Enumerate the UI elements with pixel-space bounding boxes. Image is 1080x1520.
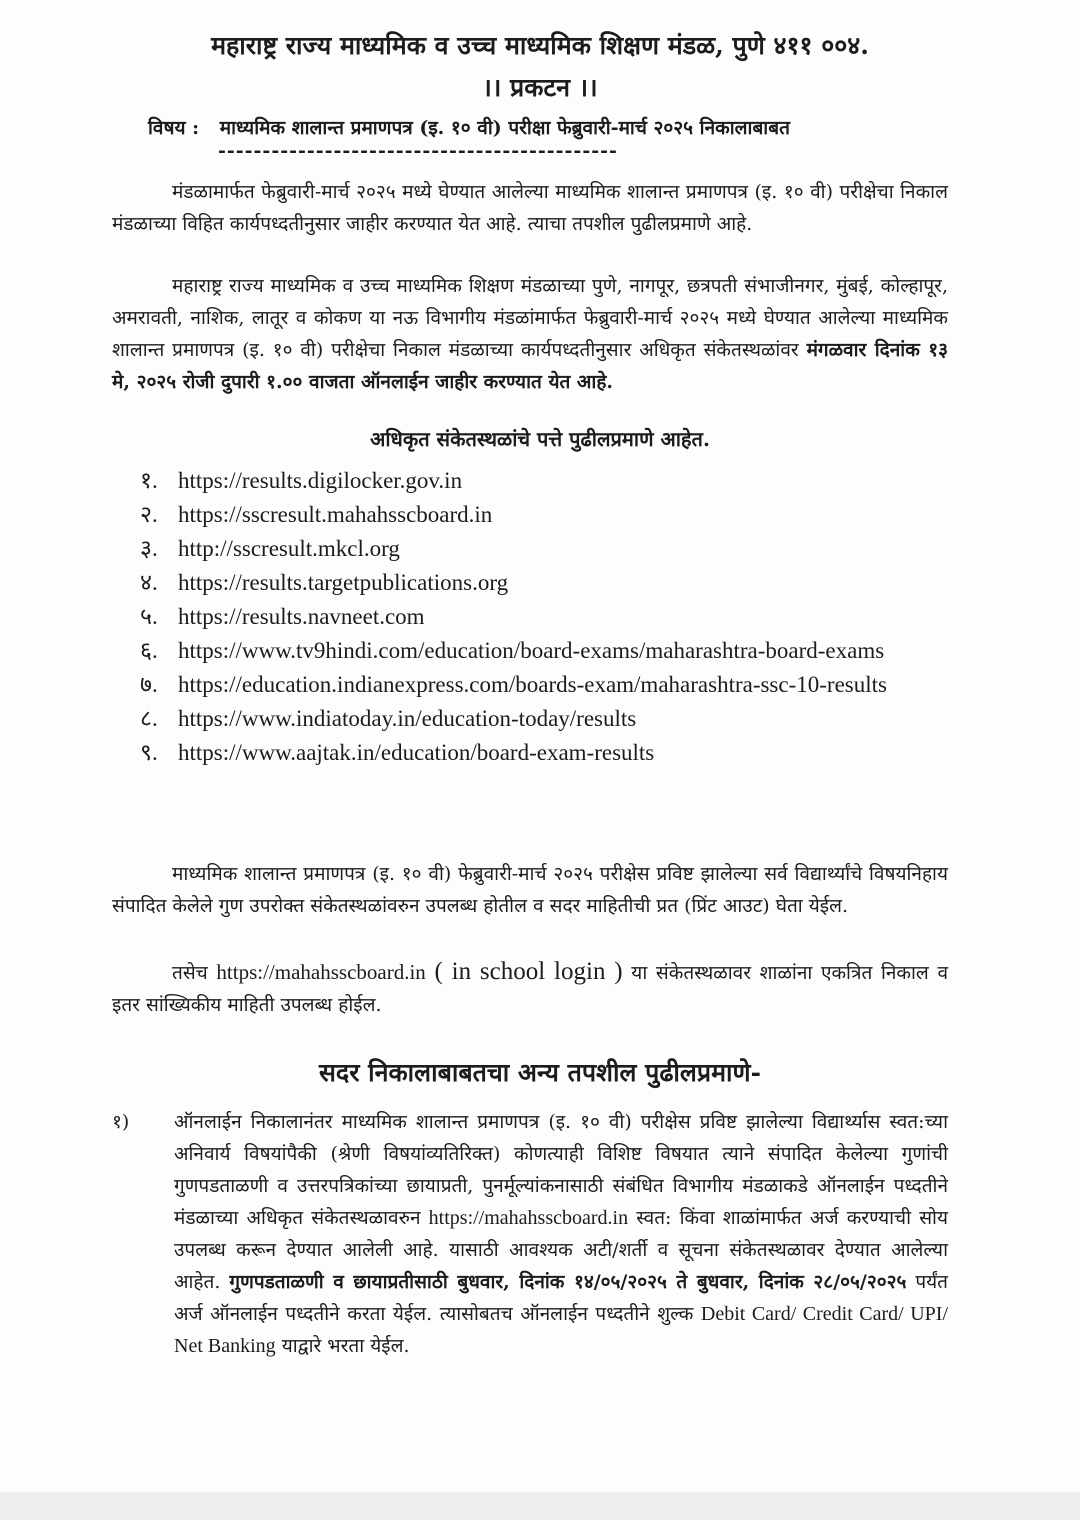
site-url: https://results.digilocker.gov.in	[178, 468, 463, 493]
list-number: ९.	[140, 740, 158, 765]
list-item	[140, 600, 940, 634]
point-text-c: पर्यंत अर्ज ऑनलाईन पध्दतीने करता येईल. त्यासोबतच ऑनलाईन पध्दतीने शुल्क	[174, 1271, 949, 1325]
school-login-url: https://mahahsscboard.in	[216, 960, 426, 984]
subject-label: विषय :	[148, 117, 200, 139]
point-number: १)	[112, 1111, 130, 1133]
paragraph-intro	[112, 176, 948, 240]
school-login-note: ( in school login )	[434, 958, 623, 985]
scan-bottom-edge	[0, 1492, 1080, 1520]
paragraph-intro-text: मंडळामार्फत फेब्रुवारी-मार्च २०२५ मध्ये घेण्यात आलेल्या माध्यमिक शालान्त प्रमाणपत्र (इ. १० वी) परीक्षेचा निकाल मंडळाच्या विहित कार्यपध्दतीनुसार जाहीर करण्यात येत आहे. त्याचा तपशील पुढीलप्रमाणे आहे.	[112, 181, 948, 235]
site-url: https://www.tv9hindi.com/education/board-exams/maharashtra-board-exams	[178, 638, 885, 663]
point-dates-bold: गुणपडताळणी व छायाप्रतीसाठी बुधवार, दिनांक १४/०५/२०२५ ते बुधवार, दिनांक २८/०५/२०२५	[229, 1271, 907, 1293]
point-url: https://mahahsscboard.in	[428, 1207, 629, 1229]
list-item	[140, 566, 940, 600]
site-list	[140, 464, 940, 770]
section-title: सदर निकालाबाबतचा अन्य तपशील पुढीलप्रमाणे-	[319, 1058, 761, 1087]
site-url: https://results.targetpublications.org	[178, 570, 509, 595]
paragraph-school-login	[112, 956, 948, 1021]
school-login-suffix: या संकेतस्थळावर शाळांना एकत्रित निकाल व इतर सांख्यिकीय माहिती उपलब्ध होईल.	[112, 962, 949, 1016]
result-date-bold: मंगळवार दिनांक १३ मे, २०२५ रोजी दुपारी १.०० वाजता ऑनलाईन जाहीर करण्यात येत आहे.	[112, 339, 948, 393]
sites-title: अधिकृत संकेतस्थळांचे पत्ते पुढीलप्रमाणे आहेत.	[370, 427, 710, 451]
list-item	[140, 634, 940, 668]
payment-methods: Debit Card/ Credit Card/ UPI/ Net Banking	[174, 1303, 948, 1357]
school-login-prefix: तसेच	[172, 962, 208, 984]
point-text-d: याद्वारे भरता येईल.	[281, 1335, 410, 1357]
paragraph-divisions-text: महाराष्ट्र राज्य माध्यमिक व उच्च माध्यमिक शिक्षण मंडळाच्या पुणे, नागपूर, छत्रपती संभाजीनगर, मुंबई, कोल्हापूर, अमरावती, नाशिक, लातूर व कोकण या नऊ विभागीय मंडळांमार्फत फेब्रुवारी-मार्च २०२५ मध्ये घेण्यात आलेल्या माध्यमिक शालान्त प्रमाणपत्र (इ. १० वी) परीक्षेचा निकाल मंडळाच्या कार्यपध्दतीनुसार अधिकृत संकेतस्थळांवर	[112, 275, 948, 361]
list-number: ५.	[140, 604, 158, 629]
site-url: https://education.indianexpress.com/boards-exam/maharashtra-ssc-10-results	[178, 672, 887, 697]
list-number: १.	[140, 468, 158, 493]
point-text	[174, 1106, 948, 1362]
point-1	[112, 1106, 948, 1362]
list-number: ७.	[140, 672, 158, 697]
list-number: २.	[140, 502, 158, 527]
list-item	[140, 736, 940, 770]
subject-line	[148, 114, 948, 140]
subject-text: माध्यमिक शालान्त प्रमाणपत्र (इ. १० वी) परीक्षा फेब्रुवारी-मार्च २०२५ निकालाबाबत	[219, 117, 790, 139]
list-number: ३.	[140, 536, 158, 561]
list-number: ६.	[140, 638, 158, 663]
list-item	[140, 668, 940, 702]
point-text-a: ऑनलाईन निकालानंतर माध्यमिक शालान्त प्रमाणपत्र (इ. १० वी) परीक्षेस प्रविष्ट झालेल्या विद्यार्थ्यास स्वत:च्या अनिवार्य विषयांपैकी (श्रेणी विषयांव्यतिरिक्त) कोणत्याही विशिष्ट विषयात त्याने संपादित केलेल्या गुणांची गुणपडताळणी व उत्तरपत्रिकांच्या छायाप्रती, पुनर्मूल्यांकनासाठी संबंधित विभागीय मंडळाकडे ऑनलाईन पध्दतीने मंडळाच्या अधिकृत संकेतस्थळावरुन	[174, 1111, 948, 1229]
notice-title: ।। प्रकटन ।।	[482, 73, 598, 102]
point-text-b: स्वत: किंवा शाळांमार्फत अर्ज करण्याची सोय उपलब्ध करून देण्यात आलेली आहे. यासाठी आवश्यक अटी/शर्ती व सूचना संकेतस्थळावर देण्यात आलेल्या आहेत.	[174, 1207, 948, 1293]
site-url: https://sscresult.mahahsscboard.in	[178, 502, 493, 527]
paragraph-marks	[112, 858, 948, 922]
board-name-heading: महाराष्ट्र राज्य माध्यमिक व उच्च माध्यमिक शिक्षण मंडळ, पुणे ४११ ००४.	[211, 31, 869, 60]
paragraph-divisions	[112, 270, 948, 398]
list-item	[140, 498, 940, 532]
site-url: http://sscresult.mkcl.org	[178, 536, 400, 561]
site-url: https://results.navneet.com	[178, 604, 425, 629]
site-url: https://www.indiatoday.in/education-today/results	[178, 706, 637, 731]
paragraph-marks-text: माध्यमिक शालान्त प्रमाणपत्र (इ. १० वी) फेब्रुवारी-मार्च २०२५ परीक्षेस प्रविष्ट झालेल्या सर्व विद्यार्थ्यांचे विषयनिहाय संपादित केलेले गुण उपरोक्त संकेतस्थळांवरुन उपलब्ध होतील व सदर माहितीची प्रत (प्रिंट आउट) घेता येईल.	[112, 863, 948, 917]
list-item	[140, 464, 940, 498]
list-number: ८.	[140, 706, 158, 731]
list-item	[140, 702, 940, 736]
list-number: ४.	[140, 570, 158, 595]
divider-dashes: ---------------------------------------------	[218, 140, 618, 162]
list-item	[140, 532, 940, 566]
site-url: https://www.aajtak.in/education/board-exam-results	[178, 740, 655, 765]
